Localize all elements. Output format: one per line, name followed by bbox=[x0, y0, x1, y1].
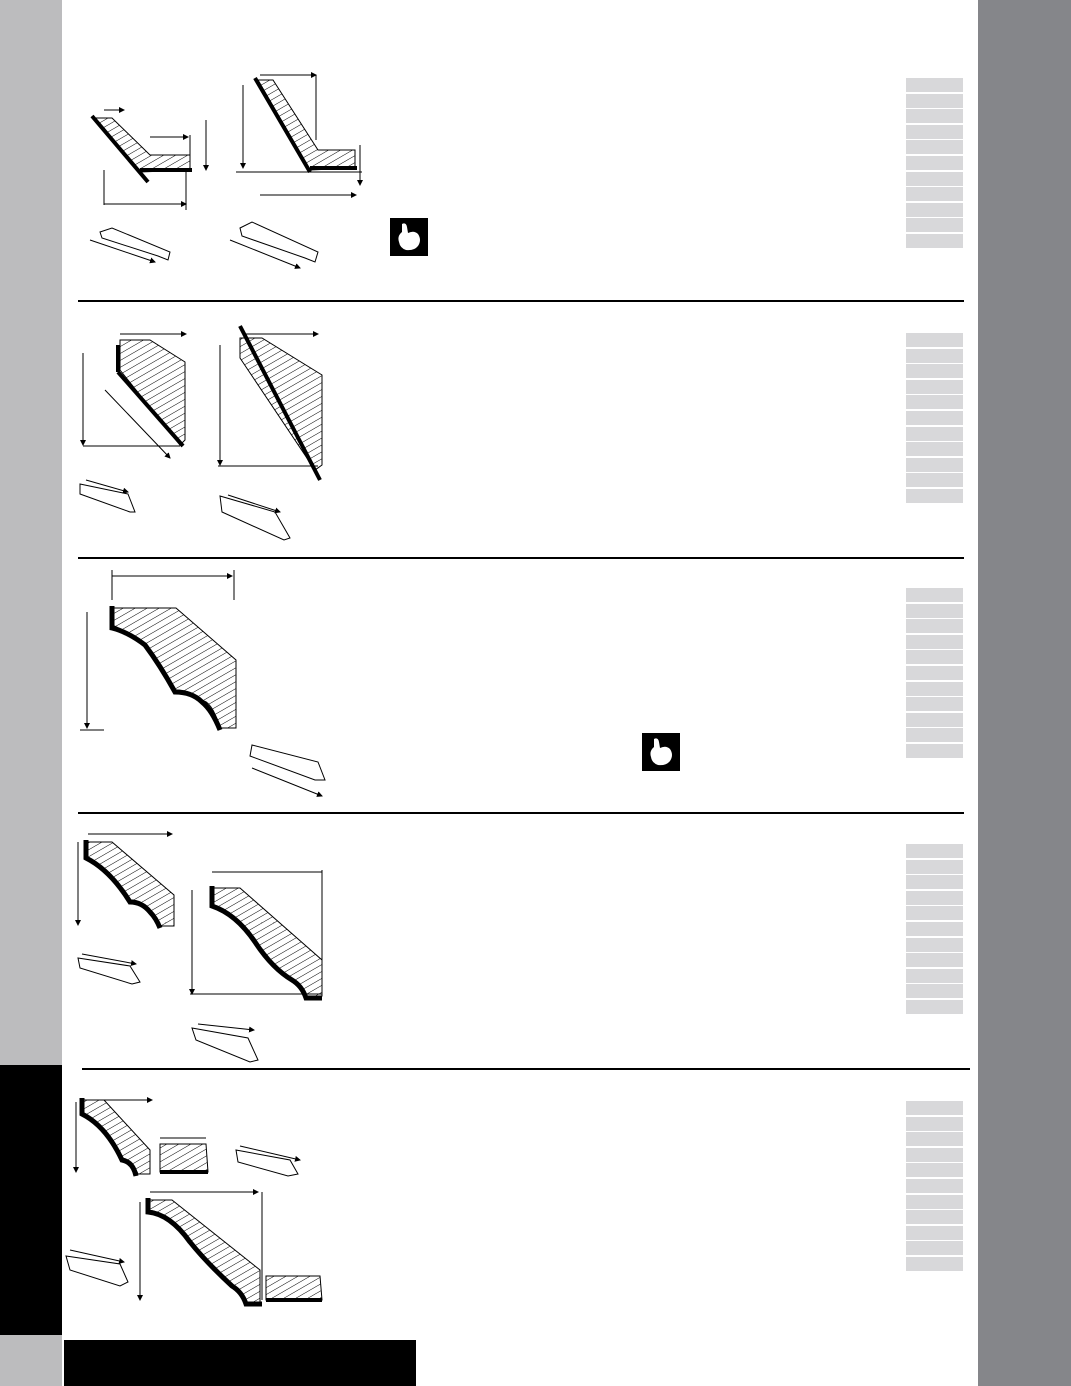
profile-drawing-5a bbox=[76, 1098, 208, 1176]
perspective-view-2a bbox=[80, 480, 135, 512]
profile-drawing-3 bbox=[80, 570, 236, 730]
perspective-view-4b bbox=[192, 1024, 258, 1062]
right-margin-strip bbox=[978, 0, 1071, 1386]
perspective-view-2b bbox=[220, 495, 290, 540]
profile-drawing-2b bbox=[218, 326, 322, 480]
perspective-view-3 bbox=[250, 745, 325, 796]
profile-drawing-1a bbox=[92, 110, 206, 210]
perspective-view-1a bbox=[90, 228, 170, 262]
perspective-view-1b bbox=[230, 222, 318, 268]
profile-drawing-4a bbox=[78, 834, 174, 928]
profile-drawing-4b bbox=[190, 870, 322, 998]
profile-drawing-5b bbox=[140, 1192, 322, 1304]
profile-drawing-1b bbox=[236, 75, 362, 195]
perspective-view-5b bbox=[66, 1250, 128, 1286]
perspective-view-4a bbox=[78, 954, 140, 984]
perspective-view-5a bbox=[236, 1146, 300, 1176]
profile-drawing-2a bbox=[83, 334, 186, 458]
